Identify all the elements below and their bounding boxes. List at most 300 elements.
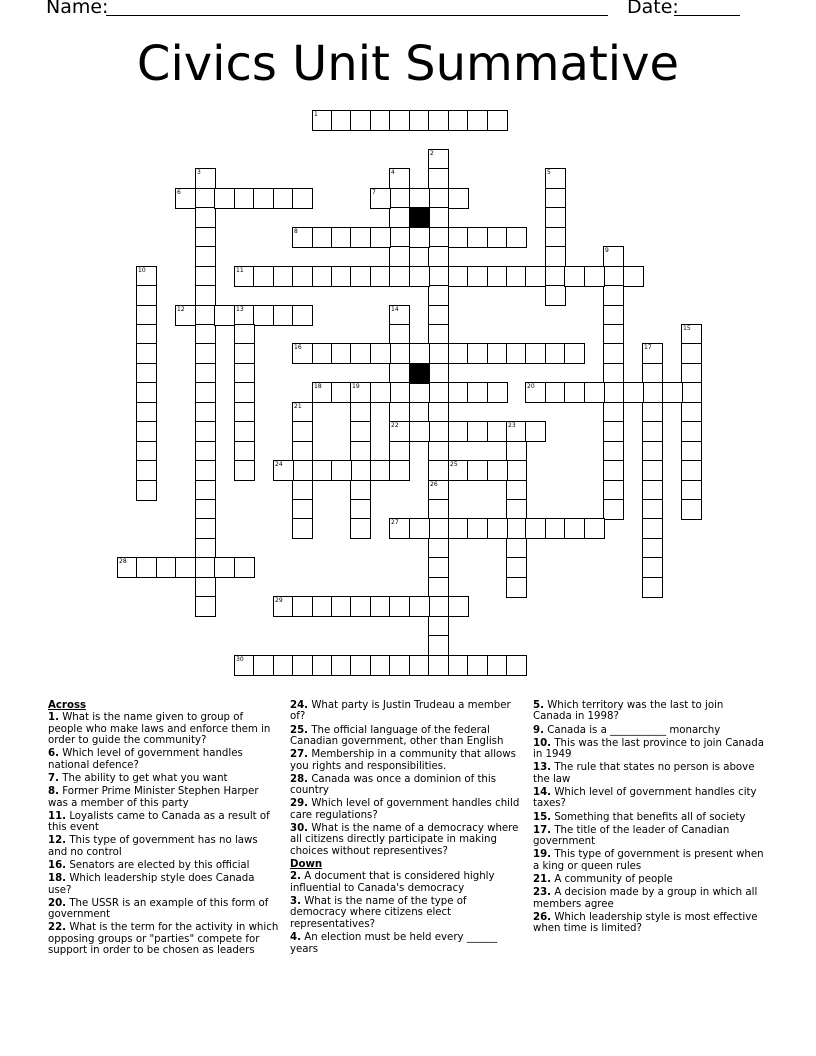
grid-cell[interactable] — [136, 343, 157, 364]
grid-cell[interactable] — [467, 266, 488, 287]
grid-cell[interactable] — [370, 188, 391, 209]
grid-cell[interactable] — [409, 421, 430, 442]
grid-cell[interactable] — [545, 285, 566, 306]
grid-cell[interactable] — [234, 188, 255, 209]
grid-cell[interactable] — [292, 655, 313, 676]
grid-cell[interactable] — [603, 441, 624, 462]
grid-cell[interactable] — [428, 207, 449, 228]
grid-cell[interactable] — [545, 168, 566, 189]
grid-cell[interactable] — [603, 266, 624, 287]
grid-cell[interactable] — [389, 110, 410, 131]
clue-text: A community of people — [554, 874, 673, 886]
down-clue — [533, 849, 765, 872]
grid-cell[interactable] — [195, 577, 216, 598]
grid-cell[interactable] — [603, 246, 624, 267]
grid-cell[interactable] — [428, 557, 449, 578]
grid-cell[interactable] — [467, 460, 488, 481]
grid-cell[interactable] — [195, 421, 216, 442]
grid-cell[interactable] — [331, 655, 352, 676]
grid-cell[interactable] — [292, 480, 313, 501]
grid-cell[interactable] — [389, 363, 410, 384]
grid-cell[interactable] — [350, 441, 371, 462]
grid-cell[interactable] — [642, 402, 663, 423]
grid-cell[interactable] — [564, 343, 585, 364]
grid-cell[interactable] — [642, 480, 663, 501]
grid-cell[interactable] — [331, 227, 352, 248]
grid-cell[interactable] — [428, 188, 449, 209]
grid-cell[interactable] — [350, 266, 371, 287]
date-line[interactable] — [674, 15, 740, 16]
grid-cell[interactable] — [448, 188, 469, 209]
grid-cell[interactable] — [428, 460, 449, 481]
grid-cell[interactable] — [350, 480, 371, 501]
grid-cell[interactable] — [487, 382, 508, 403]
grid-cell[interactable] — [584, 518, 605, 539]
grid-cell[interactable] — [136, 441, 157, 462]
grid-cell[interactable] — [603, 305, 624, 326]
grid-cell[interactable] — [312, 110, 333, 131]
grid-cell[interactable] — [642, 460, 663, 481]
clue-text: What party is Justin Trudeau a member of? — [290, 700, 511, 723]
grid-cell[interactable] — [428, 305, 449, 326]
grid-cell[interactable] — [273, 305, 294, 326]
grid-cell[interactable] — [234, 557, 255, 578]
grid-cell[interactable] — [564, 518, 585, 539]
grid-cell[interactable] — [350, 596, 371, 617]
grid-cell[interactable] — [273, 188, 294, 209]
grid-cell[interactable] — [292, 343, 313, 364]
grid-cell[interactable] — [389, 188, 410, 209]
grid-cell[interactable] — [642, 538, 663, 559]
grid-cell[interactable] — [175, 188, 196, 209]
grid-cell[interactable] — [603, 343, 624, 364]
grid-cell[interactable] — [273, 596, 294, 617]
grid-cell[interactable] — [292, 266, 313, 287]
grid-cell[interactable] — [136, 557, 157, 578]
grid-cell[interactable] — [292, 499, 313, 520]
grid-cell[interactable] — [195, 324, 216, 345]
grid-cell[interactable] — [312, 382, 333, 403]
grid-cell[interactable] — [195, 460, 216, 481]
grid-cell[interactable] — [642, 518, 663, 539]
grid-cell[interactable] — [331, 266, 352, 287]
cell-number: 1 — [314, 111, 318, 118]
grid-cell[interactable] — [545, 246, 566, 267]
grid-cell[interactable] — [389, 382, 410, 403]
grid-cell[interactable] — [428, 382, 449, 403]
grid-cell[interactable] — [545, 382, 566, 403]
grid-cell[interactable] — [448, 596, 469, 617]
grid-cell[interactable] — [195, 188, 216, 209]
grid-cell[interactable] — [136, 285, 157, 306]
grid-cell[interactable] — [273, 266, 294, 287]
grid-cell[interactable] — [214, 305, 235, 326]
grid-cell[interactable] — [409, 518, 430, 539]
grid-cell[interactable] — [195, 207, 216, 228]
grid-cell[interactable] — [467, 343, 488, 364]
black-cell — [409, 363, 430, 384]
grid-cell[interactable] — [292, 421, 313, 442]
grid-cell[interactable] — [389, 441, 410, 462]
grid-cell[interactable] — [603, 285, 624, 306]
grid-cell[interactable] — [506, 480, 527, 501]
grid-cell[interactable] — [195, 557, 216, 578]
grid-cell[interactable] — [448, 655, 469, 676]
grid-cell[interactable] — [623, 382, 644, 403]
grid-cell[interactable] — [234, 363, 255, 384]
grid-cell[interactable] — [195, 382, 216, 403]
grid-cell[interactable] — [136, 402, 157, 423]
grid-cell[interactable] — [389, 305, 410, 326]
grid-cell[interactable] — [642, 499, 663, 520]
grid-cell[interactable] — [195, 363, 216, 384]
grid-cell[interactable] — [428, 110, 449, 131]
grid-cell[interactable] — [389, 518, 410, 539]
grid-cell[interactable] — [234, 402, 255, 423]
grid-cell[interactable] — [584, 382, 605, 403]
grid-cell[interactable] — [681, 343, 702, 364]
grid-cell[interactable] — [506, 557, 527, 578]
grid-cell[interactable] — [428, 480, 449, 501]
grid-cell[interactable] — [506, 499, 527, 520]
grid-cell[interactable] — [506, 460, 527, 481]
grid-cell[interactable] — [506, 655, 527, 676]
grid-cell[interactable] — [448, 382, 469, 403]
grid-cell[interactable] — [389, 421, 410, 442]
grid-cell[interactable] — [389, 596, 410, 617]
grid-cell[interactable] — [370, 266, 391, 287]
grid-cell[interactable] — [389, 227, 410, 248]
cell-number: 12 — [177, 306, 185, 313]
grid-cell[interactable] — [136, 382, 157, 403]
grid-cell[interactable] — [350, 227, 371, 248]
grid-cell[interactable] — [428, 635, 449, 656]
grid-cell[interactable] — [642, 577, 663, 598]
grid-cell[interactable] — [389, 246, 410, 267]
grid-cell[interactable] — [506, 441, 527, 462]
grid-cell[interactable] — [136, 363, 157, 384]
grid-cell[interactable] — [292, 402, 313, 423]
clue-text: The official language of the federal Canadian government, other than English — [290, 724, 504, 748]
grid-cell[interactable] — [428, 616, 449, 637]
grid-cell[interactable] — [467, 110, 488, 131]
grid-cell[interactable] — [584, 266, 605, 287]
grid-cell[interactable] — [681, 441, 702, 462]
grid-cell[interactable] — [409, 188, 430, 209]
grid-cell[interactable] — [370, 343, 391, 364]
grid-cell[interactable] — [487, 655, 508, 676]
grid-cell[interactable] — [642, 363, 663, 384]
grid-cell[interactable] — [409, 655, 430, 676]
grid-cell[interactable] — [545, 207, 566, 228]
grid-cell[interactable] — [545, 227, 566, 248]
grid-cell[interactable] — [389, 207, 410, 228]
grid-cell[interactable] — [525, 421, 546, 442]
grid-cell[interactable] — [370, 227, 391, 248]
grid-cell[interactable] — [350, 499, 371, 520]
clue-text: Which territory was the last to join Canada in 1998? — [533, 700, 724, 723]
grid-cell[interactable] — [136, 324, 157, 345]
grid-cell[interactable] — [389, 343, 410, 364]
across-clue — [48, 712, 280, 746]
grid-cell[interactable] — [409, 596, 430, 617]
grid-cell[interactable] — [525, 518, 546, 539]
grid-cell[interactable] — [331, 110, 352, 131]
grid-cell[interactable] — [428, 441, 449, 462]
grid-cell[interactable] — [234, 324, 255, 345]
grid-cell[interactable] — [214, 188, 235, 209]
grid-cell[interactable] — [487, 110, 508, 131]
grid-cell[interactable] — [428, 324, 449, 345]
grid-cell[interactable] — [545, 266, 566, 287]
grid-cell[interactable] — [409, 227, 430, 248]
grid-cell[interactable] — [389, 402, 410, 423]
grid-cell[interactable] — [195, 246, 216, 267]
grid-cell[interactable] — [428, 402, 449, 423]
grid-cell[interactable] — [195, 227, 216, 248]
grid-cell[interactable] — [428, 343, 449, 364]
grid-cell[interactable] — [642, 382, 663, 403]
grid-cell[interactable] — [428, 421, 449, 442]
grid-cell[interactable] — [487, 227, 508, 248]
grid-cell[interactable] — [195, 402, 216, 423]
grid-cell[interactable] — [506, 343, 527, 364]
grid-cell[interactable] — [642, 343, 663, 364]
grid-cell[interactable] — [409, 266, 430, 287]
grid-cell[interactable] — [292, 305, 313, 326]
grid-cell[interactable] — [234, 382, 255, 403]
grid-cell[interactable] — [350, 382, 371, 403]
grid-cell[interactable] — [428, 246, 449, 267]
grid-cell[interactable] — [175, 557, 196, 578]
grid-cell[interactable] — [292, 227, 313, 248]
grid-cell[interactable] — [234, 343, 255, 364]
grid-cell[interactable] — [642, 421, 663, 442]
grid-cell[interactable] — [292, 441, 313, 462]
grid-cell[interactable] — [175, 305, 196, 326]
grid-cell[interactable] — [195, 343, 216, 364]
grid-cell[interactable] — [292, 188, 313, 209]
grid-cell[interactable] — [370, 382, 391, 403]
grid-cell[interactable] — [389, 324, 410, 345]
grid-cell[interactable] — [428, 518, 449, 539]
grid-cell[interactable] — [195, 499, 216, 520]
grid-cell[interactable] — [195, 168, 216, 189]
grid-cell[interactable] — [448, 343, 469, 364]
grid-cell[interactable] — [603, 460, 624, 481]
clue-text: Former Prime Minister Stephen Harper was a member of this party — [48, 786, 259, 809]
grid-cell[interactable] — [312, 655, 333, 676]
grid-cell[interactable] — [409, 110, 430, 131]
grid-cell[interactable] — [234, 305, 255, 326]
grid-cell[interactable] — [312, 596, 333, 617]
grid-cell[interactable] — [370, 655, 391, 676]
grid-cell[interactable] — [331, 460, 352, 481]
grid-cell[interactable] — [195, 266, 216, 287]
grid-cell[interactable] — [350, 421, 371, 442]
grid-cell[interactable] — [681, 421, 702, 442]
grid-cell[interactable] — [564, 266, 585, 287]
grid-cell[interactable] — [681, 460, 702, 481]
grid-cell[interactable] — [195, 538, 216, 559]
grid-cell[interactable] — [409, 343, 430, 364]
grid-cell[interactable] — [136, 421, 157, 442]
grid-cell[interactable] — [428, 596, 449, 617]
grid-cell[interactable] — [564, 382, 585, 403]
grid-cell[interactable] — [603, 324, 624, 345]
grid-cell[interactable] — [545, 188, 566, 209]
grid-cell[interactable] — [428, 499, 449, 520]
grid-cell[interactable] — [681, 324, 702, 345]
grid-cell[interactable] — [136, 266, 157, 287]
grid-cell[interactable] — [370, 460, 391, 481]
grid-cell[interactable] — [195, 305, 216, 326]
grid-cell[interactable] — [487, 266, 508, 287]
grid-cell[interactable] — [350, 655, 371, 676]
grid-cell[interactable] — [545, 343, 566, 364]
grid-cell[interactable] — [525, 266, 546, 287]
grid-cell[interactable] — [525, 382, 546, 403]
grid-cell[interactable] — [389, 266, 410, 287]
grid-cell[interactable] — [253, 188, 274, 209]
grid-cell[interactable] — [681, 382, 702, 403]
grid-cell[interactable] — [467, 655, 488, 676]
grid-cell[interactable] — [603, 363, 624, 384]
grid-cell[interactable] — [331, 343, 352, 364]
grid-cell[interactable] — [428, 655, 449, 676]
grid-cell[interactable] — [428, 363, 449, 384]
grid-cell[interactable] — [467, 421, 488, 442]
grid-cell[interactable] — [136, 460, 157, 481]
grid-cell[interactable] — [409, 382, 430, 403]
grid-cell[interactable] — [331, 596, 352, 617]
grid-cell[interactable] — [681, 499, 702, 520]
grid-cell[interactable] — [525, 343, 546, 364]
grid-cell[interactable] — [253, 266, 274, 287]
grid-cell[interactable] — [642, 557, 663, 578]
grid-cell[interactable] — [603, 382, 624, 403]
grid-cell[interactable] — [350, 110, 371, 131]
grid-cell[interactable] — [448, 518, 469, 539]
grid-cell[interactable] — [253, 655, 274, 676]
grid-cell[interactable] — [623, 266, 644, 287]
grid-cell[interactable] — [292, 596, 313, 617]
down-clue — [533, 762, 765, 785]
grid-cell[interactable] — [448, 421, 469, 442]
grid-cell[interactable] — [195, 596, 216, 617]
clue-text: This type of government is present when a king or queen rules — [533, 849, 764, 872]
grid-cell[interactable] — [506, 538, 527, 559]
grid-cell[interactable] — [350, 402, 371, 423]
grid-cell[interactable] — [350, 343, 371, 364]
grid-cell[interactable] — [234, 441, 255, 462]
grid-cell[interactable] — [273, 460, 294, 481]
grid-cell[interactable] — [234, 266, 255, 287]
grid-cell[interactable] — [448, 110, 469, 131]
grid-cell[interactable] — [545, 518, 566, 539]
grid-cell[interactable] — [273, 655, 294, 676]
grid-cell[interactable] — [350, 518, 371, 539]
grid-cell[interactable] — [389, 168, 410, 189]
grid-cell[interactable] — [234, 421, 255, 442]
grid-cell[interactable] — [389, 655, 410, 676]
grid-cell[interactable] — [234, 460, 255, 481]
down-clue — [533, 738, 765, 761]
grid-cell[interactable] — [312, 266, 333, 287]
grid-cell[interactable] — [428, 266, 449, 287]
grid-cell[interactable] — [448, 227, 469, 248]
grid-cell[interactable] — [428, 149, 449, 170]
clue-text: The title of the leader of Canadian government — [533, 824, 730, 848]
grid-cell[interactable] — [487, 518, 508, 539]
grid-cell[interactable] — [253, 305, 274, 326]
grid-cell[interactable] — [642, 441, 663, 462]
clue-text: Canada is a ___________ monarchy — [547, 724, 721, 736]
grid-cell[interactable] — [681, 363, 702, 384]
grid-cell[interactable] — [292, 460, 313, 481]
grid-cell[interactable] — [681, 402, 702, 423]
grid-cell[interactable] — [487, 343, 508, 364]
grid-cell[interactable] — [603, 402, 624, 423]
grid-cell[interactable] — [506, 227, 527, 248]
clue-number: 24. — [290, 700, 309, 711]
grid-cell[interactable] — [350, 460, 371, 481]
name-line[interactable] — [106, 15, 608, 16]
grid-cell[interactable] — [467, 227, 488, 248]
grid-cell[interactable] — [214, 557, 235, 578]
grid-cell[interactable] — [681, 480, 702, 501]
grid-cell[interactable] — [195, 518, 216, 539]
grid-cell[interactable] — [370, 596, 391, 617]
grid-cell[interactable] — [428, 577, 449, 598]
grid-cell[interactable] — [370, 110, 391, 131]
grid-cell[interactable] — [662, 382, 683, 403]
grid-cell[interactable] — [603, 499, 624, 520]
grid-cell[interactable] — [292, 518, 313, 539]
grid-cell[interactable] — [487, 421, 508, 442]
grid-cell[interactable] — [428, 168, 449, 189]
grid-cell[interactable] — [312, 460, 333, 481]
grid-cell[interactable] — [506, 577, 527, 598]
grid-cell[interactable] — [136, 305, 157, 326]
grid-cell[interactable] — [448, 266, 469, 287]
grid-cell[interactable] — [448, 460, 469, 481]
grid-cell[interactable] — [428, 285, 449, 306]
grid-cell[interactable] — [195, 480, 216, 501]
grid-cell[interactable] — [506, 518, 527, 539]
grid-cell[interactable] — [603, 421, 624, 442]
grid-cell[interactable] — [428, 538, 449, 559]
grid-cell[interactable] — [331, 382, 352, 403]
grid-cell[interactable] — [467, 382, 488, 403]
grid-cell[interactable] — [428, 227, 449, 248]
grid-cell[interactable] — [389, 460, 410, 481]
grid-cell[interactable] — [195, 285, 216, 306]
clue-number: 29. — [290, 798, 309, 810]
grid-cell[interactable] — [506, 266, 527, 287]
grid-cell[interactable] — [603, 480, 624, 501]
grid-cell[interactable] — [312, 343, 333, 364]
grid-cell[interactable] — [234, 655, 255, 676]
grid-cell[interactable] — [487, 460, 508, 481]
grid-cell[interactable] — [117, 557, 138, 578]
grid-cell[interactable] — [195, 441, 216, 462]
grid-cell[interactable] — [506, 421, 527, 442]
grid-cell[interactable] — [312, 227, 333, 248]
grid-cell[interactable] — [467, 518, 488, 539]
grid-cell[interactable] — [156, 557, 177, 578]
grid-cell[interactable] — [136, 480, 157, 501]
